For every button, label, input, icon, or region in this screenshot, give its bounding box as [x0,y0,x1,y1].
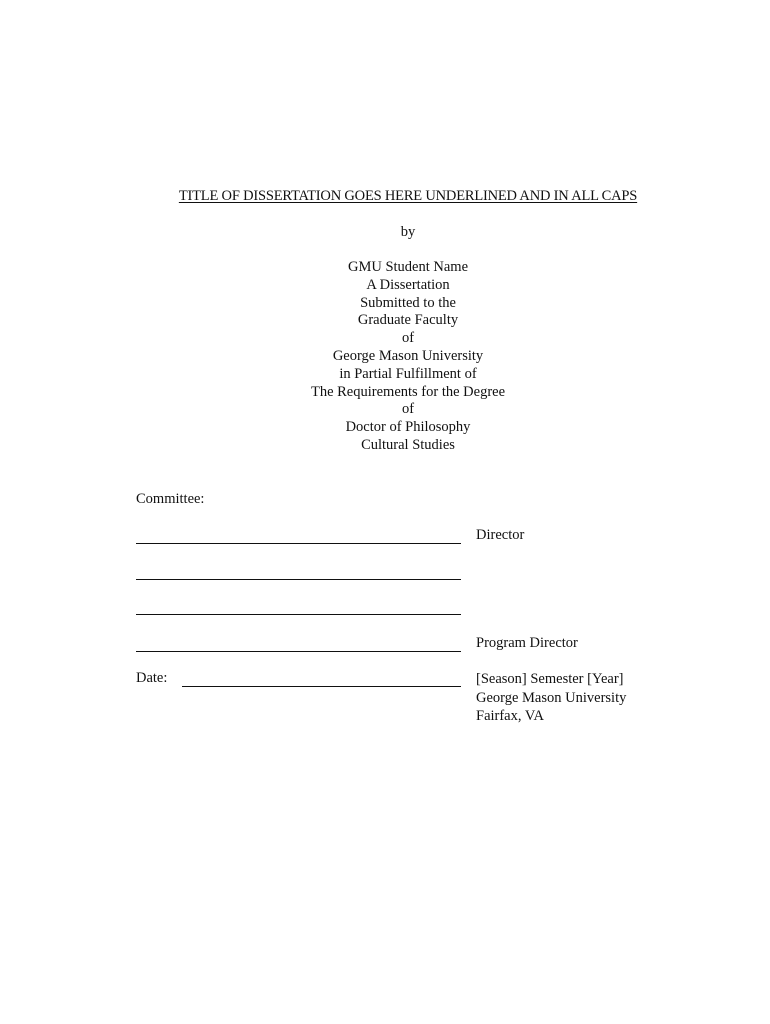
of-line-2: of [401,401,415,418]
student-name: GMU Student Name [347,259,468,275]
graduate-faculty: Graduate Faculty [357,312,459,329]
degree-name: Doctor of Philosophy [345,419,471,436]
program-director-signature-line [136,651,461,652]
partial-fulfillment: in Partial Fulfillment of [339,365,477,382]
date-label: Date: [136,670,168,686]
program-director-label: Program Director [476,635,578,651]
footer-block [476,670,626,726]
committee-label: Committee: [136,491,205,507]
semester-line: [Season] Semester [Year] [476,671,624,687]
by-line: by [400,224,416,240]
title-page-center-block [0,259,770,455]
university-name: George Mason University [332,347,484,364]
director-label: Director [476,527,525,543]
committee-member-signature-line [136,579,461,580]
date-signature-line [182,686,461,687]
program-name: Cultural Studies [361,436,455,453]
submitted-to: Submitted to the [360,294,456,311]
footer-university: George Mason University [476,689,627,706]
footer-location: Fairfax, VA [476,708,544,724]
committee-member-signature-line [136,614,461,615]
requirements-line: The Requirements for the Degree [310,383,506,400]
of-line-1: of [401,330,415,347]
dissertation-title: TITLE OF DISSERTATION GOES HERE UNDERLINED AND IN ALL CAPS [178,188,638,204]
document-type: A Dissertation [366,276,450,293]
director-signature-line [136,543,461,544]
